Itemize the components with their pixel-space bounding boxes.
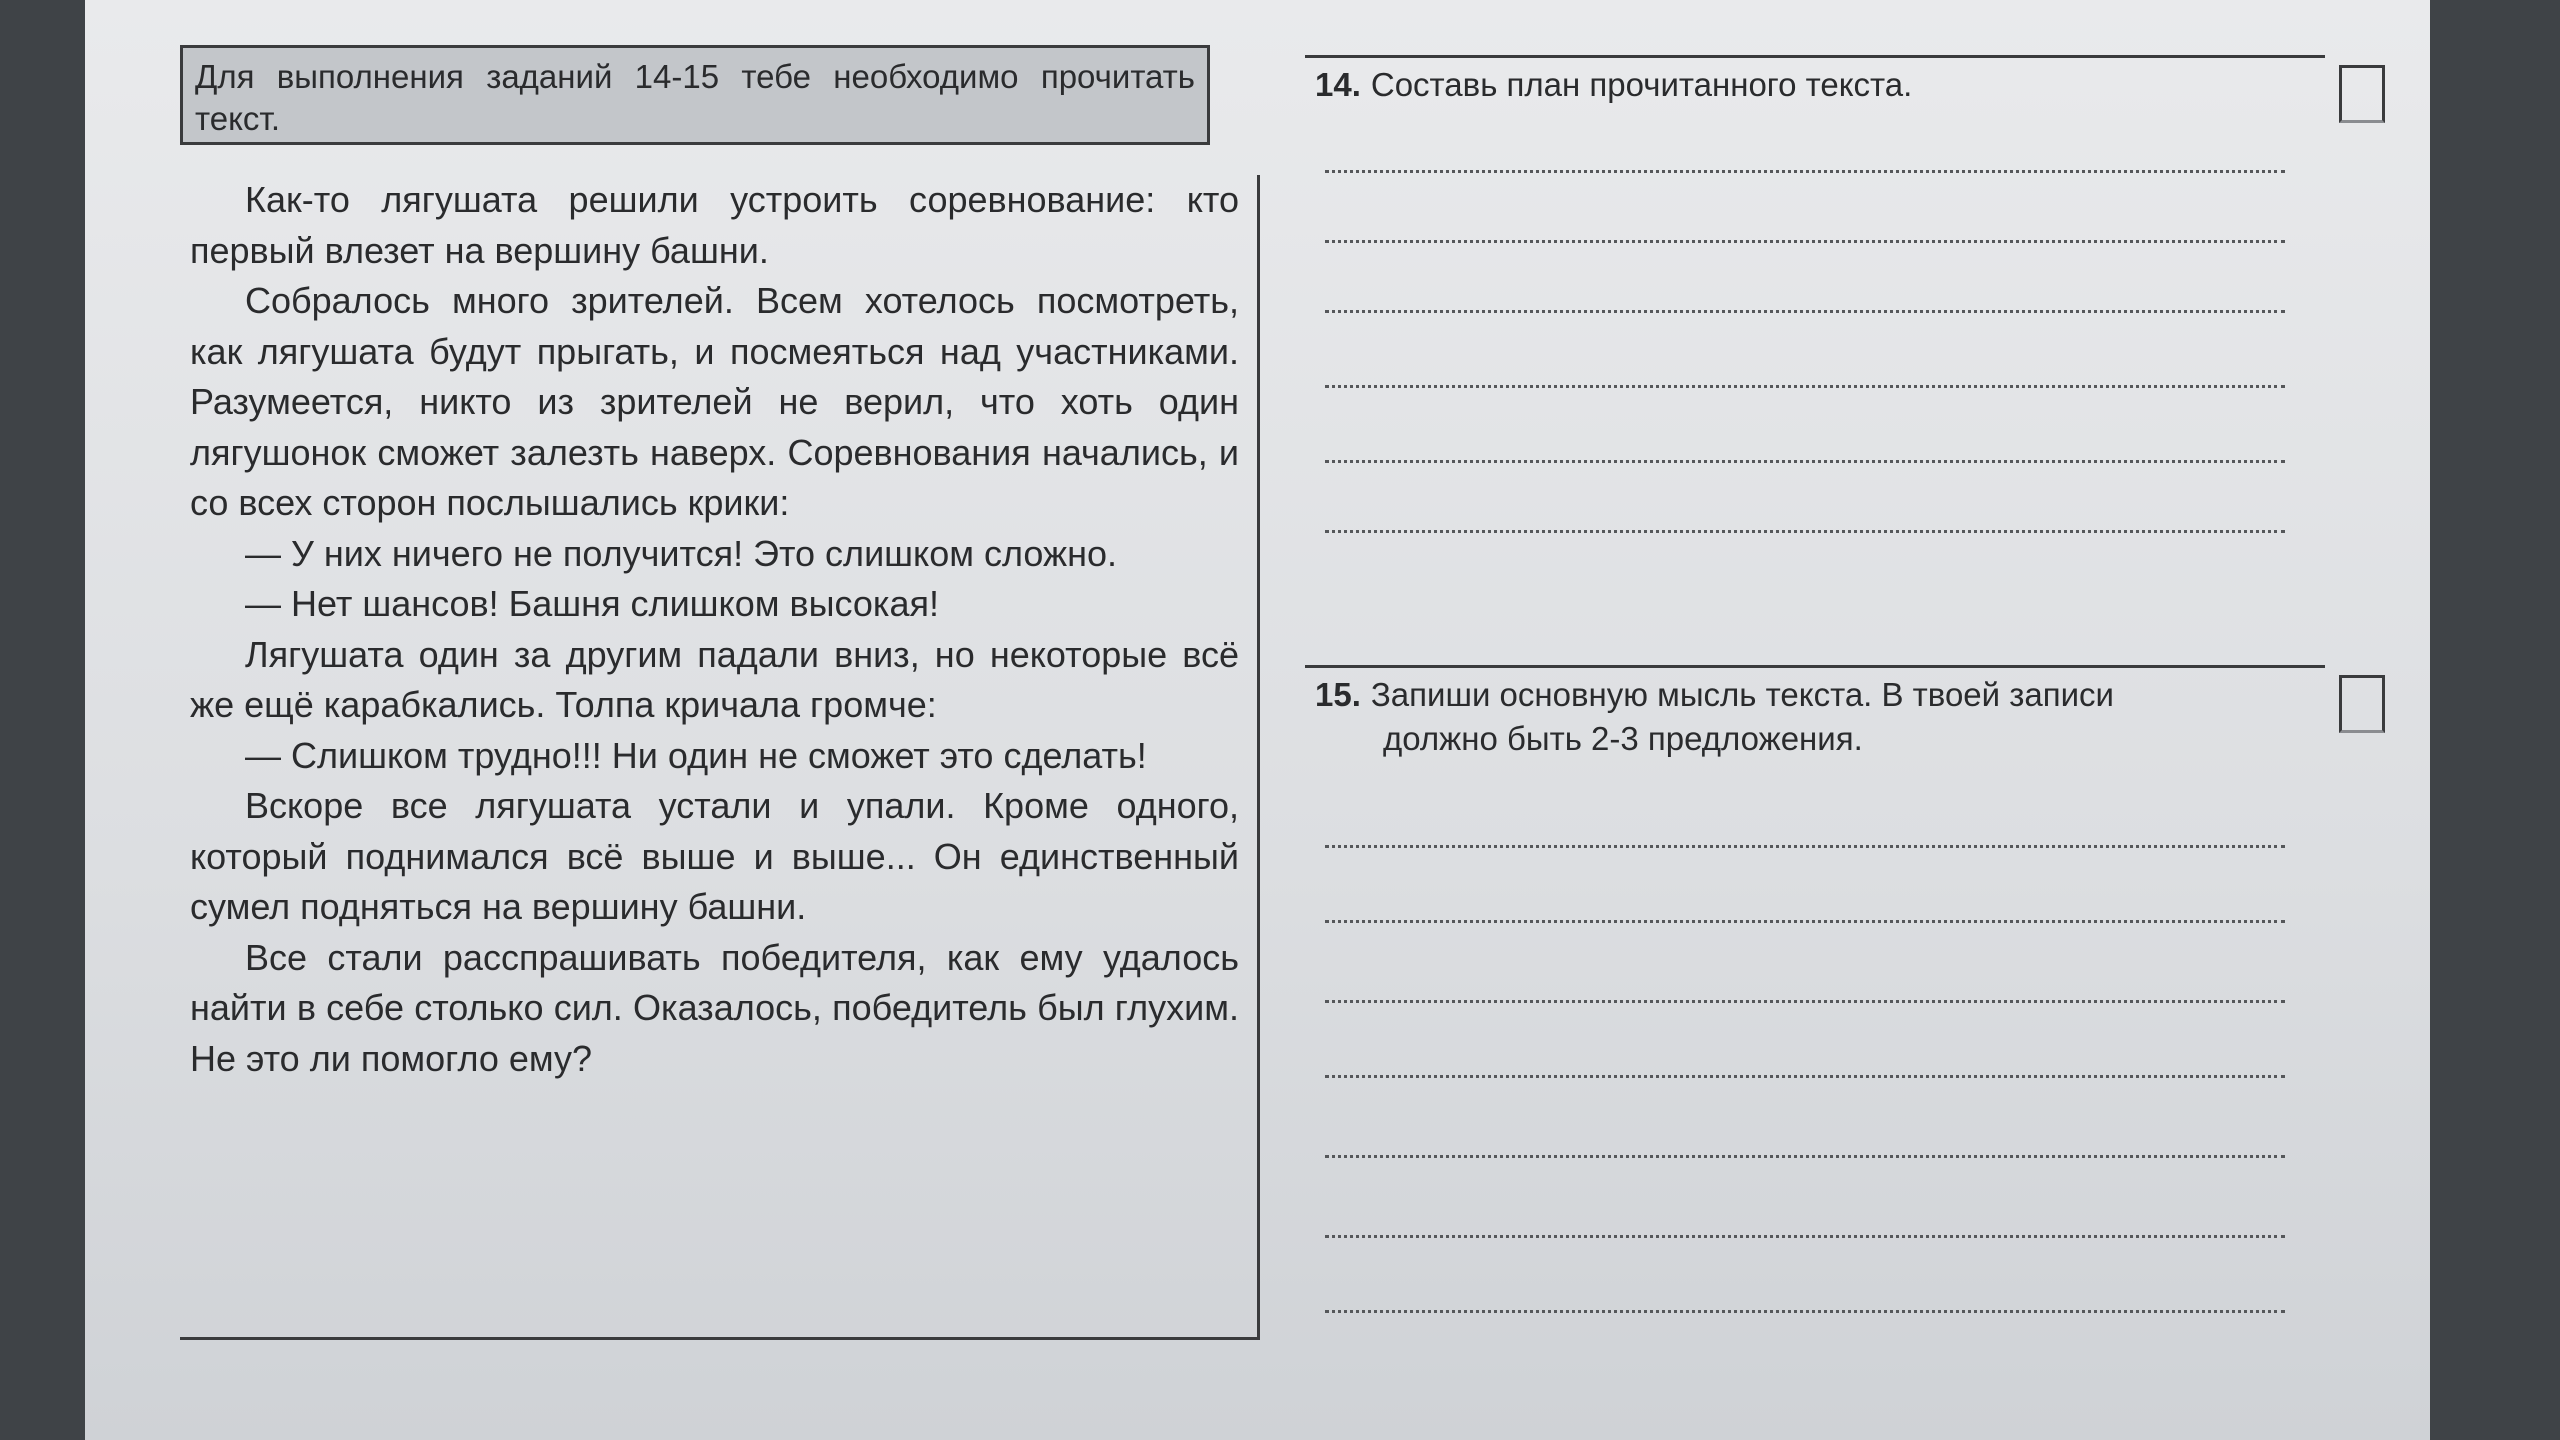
task-15-top-rule [1305, 665, 2325, 668]
story-paragraph-2: Собралось много зрителей. Всем хотелось посмотреть, как лягушата будут прыгать, и посмеяться над участниками. Разумеется, никто из зрителей не верил, что хоть один лягушонок сможет залезть наверх. Соревнования начались, и со всех сторон послышались крики: [190, 280, 1239, 523]
task-14-score-box[interactable] [2339, 65, 2385, 123]
task-15-number: 15. [1315, 676, 1361, 713]
answer-line-14-1[interactable] [1325, 170, 2285, 173]
task-14-number: 14. [1315, 66, 1361, 103]
answer-line-15-2[interactable] [1325, 920, 2285, 923]
worksheet-page [85, 0, 2430, 1440]
task-15-title [1315, 673, 2295, 761]
story-paragraph-6: — Слишком трудно!!! Ни один не сможет это сделать! [245, 734, 1147, 776]
task-14 [1305, 55, 2385, 575]
answer-line-15-7[interactable] [1325, 1310, 2285, 1313]
task-15-text-line-1: Запиши основную мысль текста. В твоей записи [1370, 676, 2114, 713]
answer-line-15-1[interactable] [1325, 845, 2285, 848]
story-paragraph-4: — Нет шансов! Башня слишком высокая! [245, 583, 939, 624]
story-paragraph-1: Как-то лягушата решили устроить соревнование: кто первый влезет на вершину башни. [190, 179, 1239, 271]
task-15-text-line-2: должно быть 2-3 предложения. [1383, 720, 1863, 757]
answer-line-15-5[interactable] [1325, 1155, 2285, 1158]
answer-line-15-6[interactable] [1325, 1235, 2285, 1238]
task-14-top-rule [1305, 55, 2325, 58]
story-paragraph-8: Все стали расспрашивать победителя, как ему удалось найти в себе столько сил. Оказалось, победитель был глухим. Не это ли помогло ему? [190, 936, 1239, 1079]
answer-line-14-3[interactable] [1325, 310, 2285, 313]
instruction-box [180, 45, 1210, 145]
answer-line-14-2[interactable] [1325, 240, 2285, 243]
story-paragraph-5: Лягушата один за другим падали вниз, но некоторые всё же ещё карабкались. Толпа кричала громче: [190, 633, 1239, 725]
task-15-score-box[interactable] [2339, 675, 2385, 733]
story-text [180, 175, 1260, 1340]
answer-line-14-5[interactable] [1325, 460, 2285, 463]
answer-line-14-6[interactable] [1325, 530, 2285, 533]
answer-line-15-3[interactable] [1325, 1000, 2285, 1003]
answer-line-14-4[interactable] [1325, 385, 2285, 388]
reading-column [180, 45, 1270, 1345]
tasks-column [1305, 55, 2385, 1355]
instruction-text: Для выполнения заданий 14-15 тебе необходимо прочитать текст. [195, 58, 1195, 137]
task-14-text: Составь план прочитанного текста. [1370, 66, 1913, 103]
story-paragraph-7: Вскоре все лягушата устали и упали. Кроме одного, который поднимался всё выше и выше... Он единственный сумел подняться на вершину башни. [190, 785, 1239, 927]
task-15 [1305, 665, 2385, 1355]
task-14-title [1315, 63, 2295, 107]
answer-line-15-4[interactable] [1325, 1075, 2285, 1078]
story-paragraph-3: — У них ничего не получится! Это слишком сложно. [245, 532, 1117, 574]
